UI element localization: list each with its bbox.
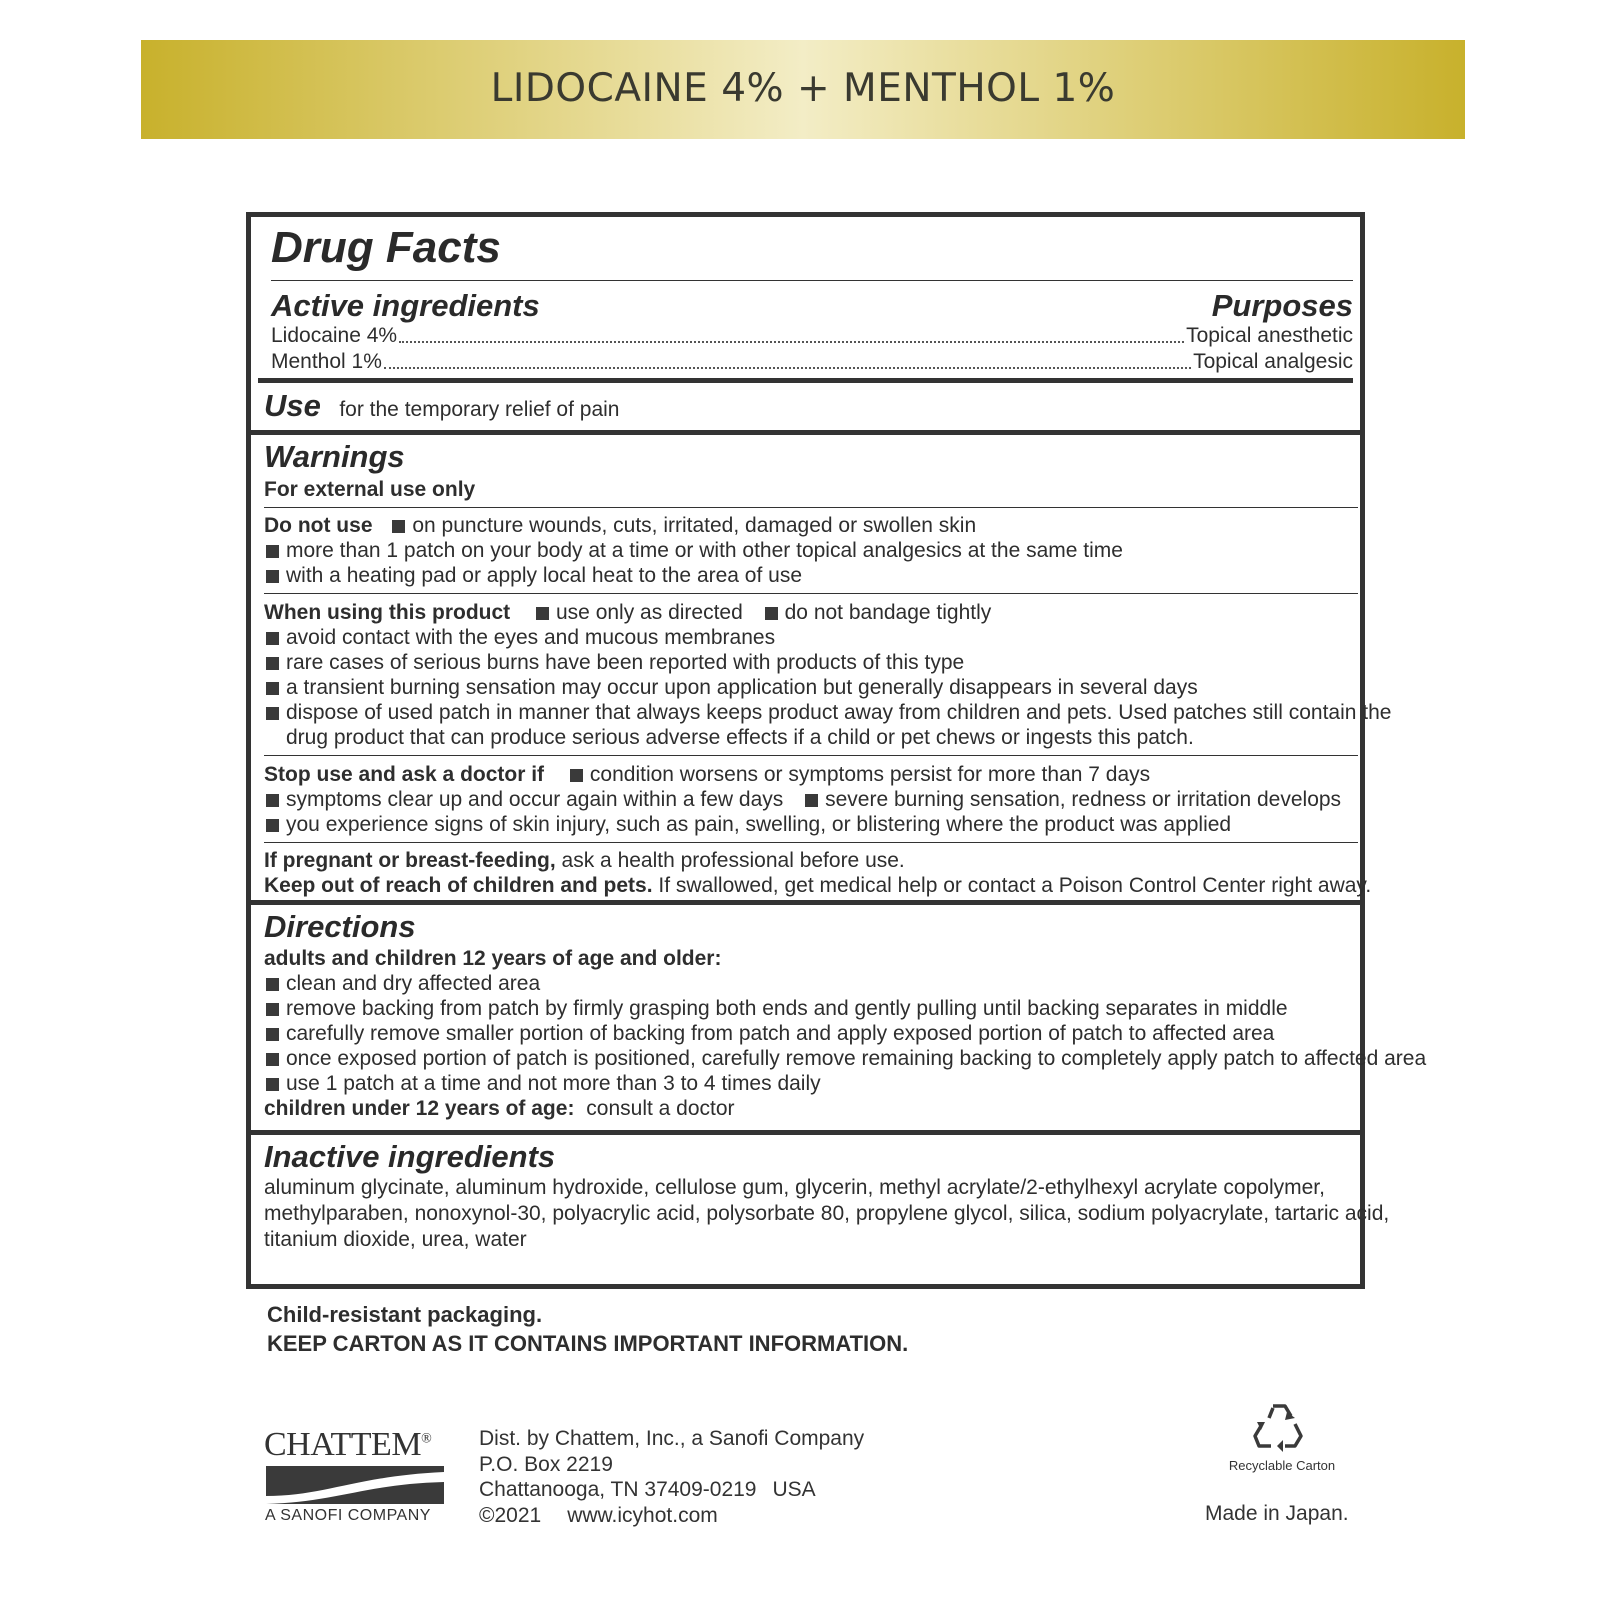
logo-swoosh-icon	[266, 1466, 446, 1504]
stop-use-row	[264, 787, 1350, 813]
directions-bullet: use 1 patch at a time and not more than 3 to 4 times daily	[286, 1072, 821, 1095]
square-bullet-icon	[536, 607, 549, 620]
ingredient-name: Lidocaine 4%	[271, 324, 398, 347]
when-using-bullet: dispose of used patch in manner that always keeps product away from children and pets. Used patches still contain the	[286, 701, 1392, 724]
use-section	[251, 383, 1360, 435]
directions-adults-label: adults and children 12 years of age and older:	[264, 947, 722, 970]
recycle-icon	[1251, 1400, 1307, 1452]
do-not-use-row	[264, 538, 1350, 564]
ingredient-name: Menthol 1%	[271, 350, 382, 373]
directions-bullet-row	[264, 1021, 1350, 1047]
when-using-bullet: use only as directed	[556, 601, 743, 624]
directions-bullet-row	[264, 996, 1350, 1022]
when-using-continuation: drug product that can produce serious adverse effects if a child or pet chews or ingests this patch.	[286, 726, 1194, 749]
when-using-row	[264, 700, 1392, 726]
square-bullet-icon	[266, 632, 279, 645]
distributor-info	[479, 1426, 864, 1528]
child-resistant-note: Child-resistant packaging.	[267, 1302, 543, 1327]
pregnant-label: If pregnant or breast-feeding,	[264, 849, 556, 872]
stop-use-row	[264, 812, 1350, 838]
title-divider	[271, 280, 1353, 281]
ingredient-purpose: Topical analgesic	[1193, 350, 1353, 373]
stop-use-bullet: symptoms clear up and occur again within a few days	[286, 788, 784, 811]
directions-bullet: carefully remove smaller portion of backing from patch and apply exposed portion of patch to affected area	[286, 1022, 1275, 1045]
directions-bullet-row	[264, 1046, 1427, 1072]
active-ingredient-row	[271, 349, 1353, 375]
drug-facts-title: Drug Facts	[271, 223, 501, 272]
square-bullet-icon	[266, 570, 279, 583]
banner-title: LIDOCAINE 4% + MENTHOL 1%	[490, 66, 1116, 111]
dot-leader	[399, 341, 1184, 343]
active-ingredients-section	[258, 217, 1353, 383]
inactive-ingredients-line: methylparaben, nonoxynol-30, polyacrylic acid, polysorbate 80, propylene glycol, silica, sodium polyacrylate, tartaric acid,	[264, 1202, 1390, 1225]
directions-bullet: remove backing from patch by firmly grasping both ends and gently pulling until backing separates in middle	[286, 997, 1288, 1020]
children-label: children under 12 years of age:	[264, 1097, 575, 1120]
do-not-use-row	[264, 513, 1350, 539]
square-bullet-icon	[266, 978, 279, 991]
warnings-divider	[264, 755, 1358, 756]
directions-children-row	[264, 1096, 1350, 1122]
city: Chattanooga, TN 37409-0219	[479, 1478, 757, 1501]
do-not-use-row	[264, 563, 1350, 589]
square-bullet-icon	[266, 682, 279, 695]
made-in: Made in Japan.	[1205, 1502, 1349, 1525]
stop-use-bullet: condition worsens or symptoms persist for more than 7 days	[589, 763, 1151, 786]
directions-bullet-row	[264, 971, 1350, 997]
warnings-divider	[264, 593, 1358, 594]
square-bullet-icon	[805, 794, 818, 807]
when-using-bullet: do not bandage tightly	[784, 601, 992, 624]
use-heading: Use	[264, 388, 321, 423]
pregnant-row	[264, 848, 1350, 874]
copyright-line	[479, 1503, 864, 1529]
use-text: for the temporary relief of pain	[339, 398, 620, 421]
directions-bullet: once exposed portion of patch is positioned, carefully remove remaining backing to completely apply patch to affected area	[286, 1047, 1427, 1070]
po-box: P.O. Box 2219	[479, 1452, 613, 1476]
when-using-bullet: a transient burning sensation may occur upon application but generally disappears in several days	[286, 676, 1198, 699]
warnings-divider	[264, 842, 1358, 843]
recycle-label: Recyclable Carton	[1228, 1458, 1336, 1473]
logo-subtitle: A SANOFI COMPANY	[265, 1507, 431, 1524]
inactive-ingredients-line: aluminum glycinate, aluminum hydroxide, cellulose gum, glycerin, methyl acrylate/2-ethylhexyl acrylate copolymer,	[264, 1176, 1325, 1199]
header-banner	[141, 40, 1465, 139]
square-bullet-icon	[266, 657, 279, 670]
square-bullet-icon	[266, 1078, 279, 1091]
use-row	[264, 388, 1350, 424]
purposes-heading: Purposes	[1211, 288, 1353, 323]
city-line	[479, 1477, 864, 1503]
do-not-use-label: Do not use	[264, 514, 373, 537]
pregnant-text: ask a health professional before use.	[561, 849, 905, 872]
stop-use-bullet: you experience signs of skin injury, such as pain, swelling, or blistering where the product was applied	[286, 813, 1232, 836]
copyright: ©2021	[479, 1503, 542, 1527]
active-ingredient-row	[271, 323, 1353, 349]
stop-use-label: Stop use and ask a doctor if	[264, 763, 545, 786]
keep-out-row	[264, 873, 1372, 899]
stop-use-bullet: severe burning sensation, redness or irritation develops	[825, 788, 1342, 811]
do-not-use-bullet: on puncture wounds, cuts, irritated, damaged or swollen skin	[412, 514, 977, 537]
when-using-bullet: avoid contact with the eyes and mucous membranes	[286, 626, 776, 649]
when-using-row	[264, 675, 1350, 701]
country: USA	[772, 1478, 816, 1501]
ingredient-purpose: Topical anesthetic	[1186, 324, 1353, 347]
square-bullet-icon	[266, 1028, 279, 1041]
drug-facts-panel	[246, 212, 1427, 1289]
active-ingredients-heading: Active ingredients	[271, 288, 540, 323]
when-using-bullet: rare cases of serious burns have been reported with products of this type	[286, 651, 965, 674]
inactive-ingredients-heading: Inactive ingredients	[264, 1139, 556, 1174]
square-bullet-icon	[266, 545, 279, 558]
inactive-ingredients-line: titanium dioxide, urea, water	[264, 1228, 527, 1251]
dist-line: Dist. by Chattem, Inc., a Sanofi Company	[479, 1427, 865, 1450]
do-not-use-bullet: with a heating pad or apply local heat to the area of use	[286, 564, 803, 587]
keep-carton-note: KEEP CARTON AS IT CONTAINS IMPORTANT INFORMATION.	[267, 1331, 909, 1356]
logo-name: CHATTEM	[264, 1426, 422, 1463]
directions-heading: Directions	[264, 909, 416, 944]
chattem-logo	[264, 1426, 464, 1526]
website-link[interactable]: www.icyhot.com	[567, 1503, 718, 1527]
square-bullet-icon	[266, 1053, 279, 1066]
inactive-ingredients-section	[251, 1135, 1390, 1285]
dot-leader	[384, 367, 1191, 369]
square-bullet-icon	[570, 769, 583, 782]
directions-bullet: clean and dry affected area	[286, 972, 541, 995]
warnings-heading: Warnings	[264, 439, 405, 474]
directions-section	[251, 905, 1427, 1135]
warnings-section	[251, 435, 1392, 905]
square-bullet-icon	[392, 520, 405, 533]
square-bullet-icon	[266, 794, 279, 807]
warnings-divider	[264, 507, 1358, 508]
when-using-row	[264, 625, 1350, 651]
directions-bullet-row	[264, 1071, 1350, 1097]
keep-out-label: Keep out of reach of children and pets.	[264, 874, 653, 897]
when-using-row	[264, 600, 1350, 626]
square-bullet-icon	[266, 819, 279, 832]
children-text: consult a doctor	[586, 1097, 735, 1120]
do-not-use-bullet: more than 1 patch on your body at a time or with other topical analgesics at the same time	[286, 539, 1123, 562]
logo-registered: ®	[421, 1431, 432, 1447]
logo-wordmark	[264, 1426, 431, 1464]
square-bullet-icon	[765, 607, 778, 620]
external-use-only: For external use only	[264, 478, 476, 501]
keep-out-text: If swallowed, get medical help or contact a Poison Control Center right away.	[658, 874, 1372, 897]
when-using-row	[264, 650, 1350, 676]
when-using-label: When using this product	[264, 601, 511, 624]
square-bullet-icon	[266, 1003, 279, 1016]
stop-use-row	[264, 762, 1350, 788]
square-bullet-icon	[266, 707, 279, 720]
